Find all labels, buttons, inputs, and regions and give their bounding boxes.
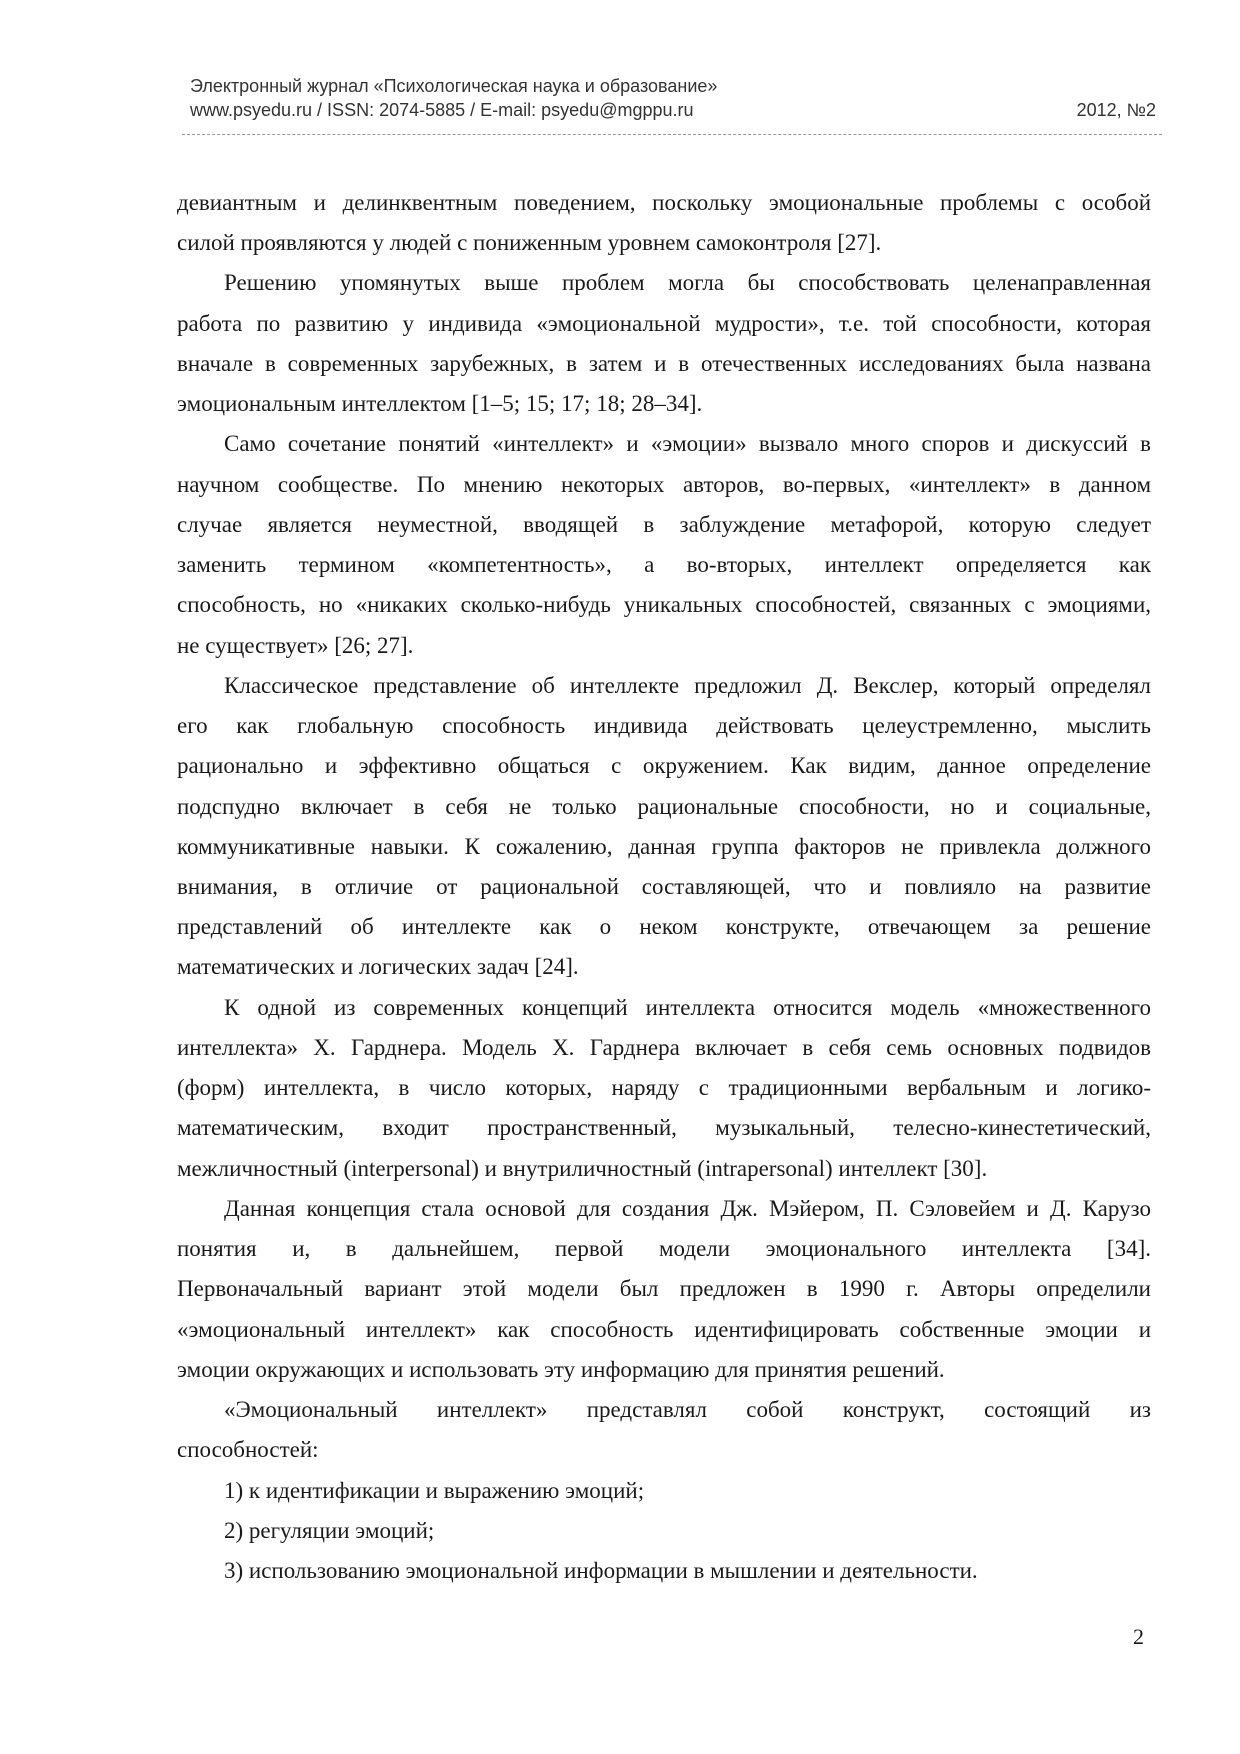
text-line: интеллекта» Х. Гарднера. Модель Х. Гарднера включает в себя семь основных подвидов: [177, 1034, 1151, 1060]
text-line: «эмоциональный интеллект» как способность идентифицировать собственные эмоции и: [177, 1316, 1151, 1342]
text-line: межличностный (interpersonal) и внутриличностный (intrapersonal) интеллект [30].: [177, 1155, 988, 1181]
text-line: рационально и эффективно общаться с окружением. Как видим, данное определение: [177, 753, 1151, 779]
text-line: научном сообществе. По мнению некоторых авторов, во-первых, «интеллект» в данном: [177, 471, 1151, 497]
text-line: «Эмоциональный интеллект» представлял собой конструкт, состоящий из: [224, 1397, 1151, 1423]
journal-contacts: www.psyedu.ru / ISSN: 2074-5885 / E-mail: psyedu@mgppu.ru: [190, 100, 694, 120]
text-line: эмоции окружающих и использовать эту информацию для принятия решений.: [177, 1356, 945, 1382]
page-number: 2: [1133, 1624, 1144, 1649]
text-line: 3) использованию эмоциональной информации в мышлении и деятельности.: [224, 1557, 978, 1583]
paragraph: [177, 988, 1151, 1189]
text-line: Данная концепция стала основой для создания Дж. Мэйером, П. Сэловейем и Д. Карузо: [224, 1195, 1151, 1221]
paragraph: [177, 1189, 1151, 1390]
paragraph: [177, 1471, 1151, 1511]
text-line: коммуникативные навыки. К сожалению, данная группа факторов не привлекла должного: [177, 833, 1151, 859]
text-line: представлений об интеллекте как о неком конструкте, отвечающем за решение: [177, 914, 1151, 940]
paragraph: [177, 263, 1151, 424]
paragraph: [177, 183, 1151, 263]
text-line: подспудно включает в себя не только рациональные способности, но и социальные,: [177, 793, 1151, 819]
text-line: его как глобальную способность индивида действовать целеустремленно, мыслить: [177, 713, 1151, 739]
issue-number: 2012, №2: [1076, 100, 1156, 120]
text-line: Само сочетание понятий «интеллект» и «эмоции» вызвало много споров и дискуссий в: [224, 431, 1151, 457]
text-line: вначале в современных зарубежных, в затем и в отечественных исследованиях была названа: [177, 350, 1151, 376]
text-line: Первоначальный вариант этой модели был предложен в 1990 г. Авторы определили: [177, 1276, 1151, 1302]
text-line: 2) регуляции эмоций;: [224, 1517, 435, 1543]
text-line: Классическое представление об интеллекте предложил Д. Векслер, который определял: [224, 672, 1151, 698]
paragraph: [177, 1511, 1151, 1551]
paragraph: [177, 1551, 1151, 1591]
paragraph: [177, 1390, 1151, 1470]
header-divider: [182, 134, 1162, 135]
text-line: математических и логических задач [24].: [177, 954, 579, 980]
text-line: внимания, в отличие от рациональной составляющей, что и повлияло на развитие: [177, 873, 1151, 899]
text-line: 1) к идентификации и выражению эмоций;: [224, 1477, 645, 1503]
text-line: девиантным и делинквентным поведением, поскольку эмоциональные проблемы с особой: [177, 190, 1151, 215]
text-line: работа по развитию у индивида «эмоциональной мудрости», т.е. той способности, которая: [177, 310, 1151, 336]
text-line: силой проявляются у людей с пониженным уровнем самоконтроля [27].: [177, 230, 882, 256]
text-line: способность, но «никаких сколько-нибудь уникальных способностей, связанных с эмоциями,: [177, 592, 1151, 618]
text-line: К одной из современных концепций интеллекта относится модель «множественного: [224, 994, 1151, 1020]
text-line: понятия и, в дальнейшем, первой модели эмоционального интеллекта [34].: [177, 1236, 1151, 1262]
journal-title: Электронный журнал «Психологическая наука и образование»: [190, 76, 718, 96]
text-line: заменить термином «компетентность», а во-вторых, интеллект определяется как: [177, 552, 1151, 578]
text-line: способностей:: [177, 1437, 319, 1463]
text-line: эмоциональным интеллектом [1–5; 15; 17; 18; 28–34].: [177, 391, 703, 417]
text-line: не существует» [26; 27].: [177, 632, 414, 658]
paragraph: [177, 666, 1151, 988]
text-line: математическим, входит пространственный, музыкальный, телесно-кинестетический,: [177, 1115, 1151, 1141]
text-line: Решению упомянутых выше проблем могла бы способствовать целенаправленная: [224, 270, 1151, 296]
text-line: (форм) интеллекта, в число которых, наряду с традиционными вербальным и логико-: [177, 1075, 1151, 1101]
article-body: [177, 183, 1151, 1591]
paragraph: [177, 424, 1151, 665]
text-line: случае является неуместной, вводящей в заблуждение метафорой, которую следует: [177, 511, 1151, 537]
